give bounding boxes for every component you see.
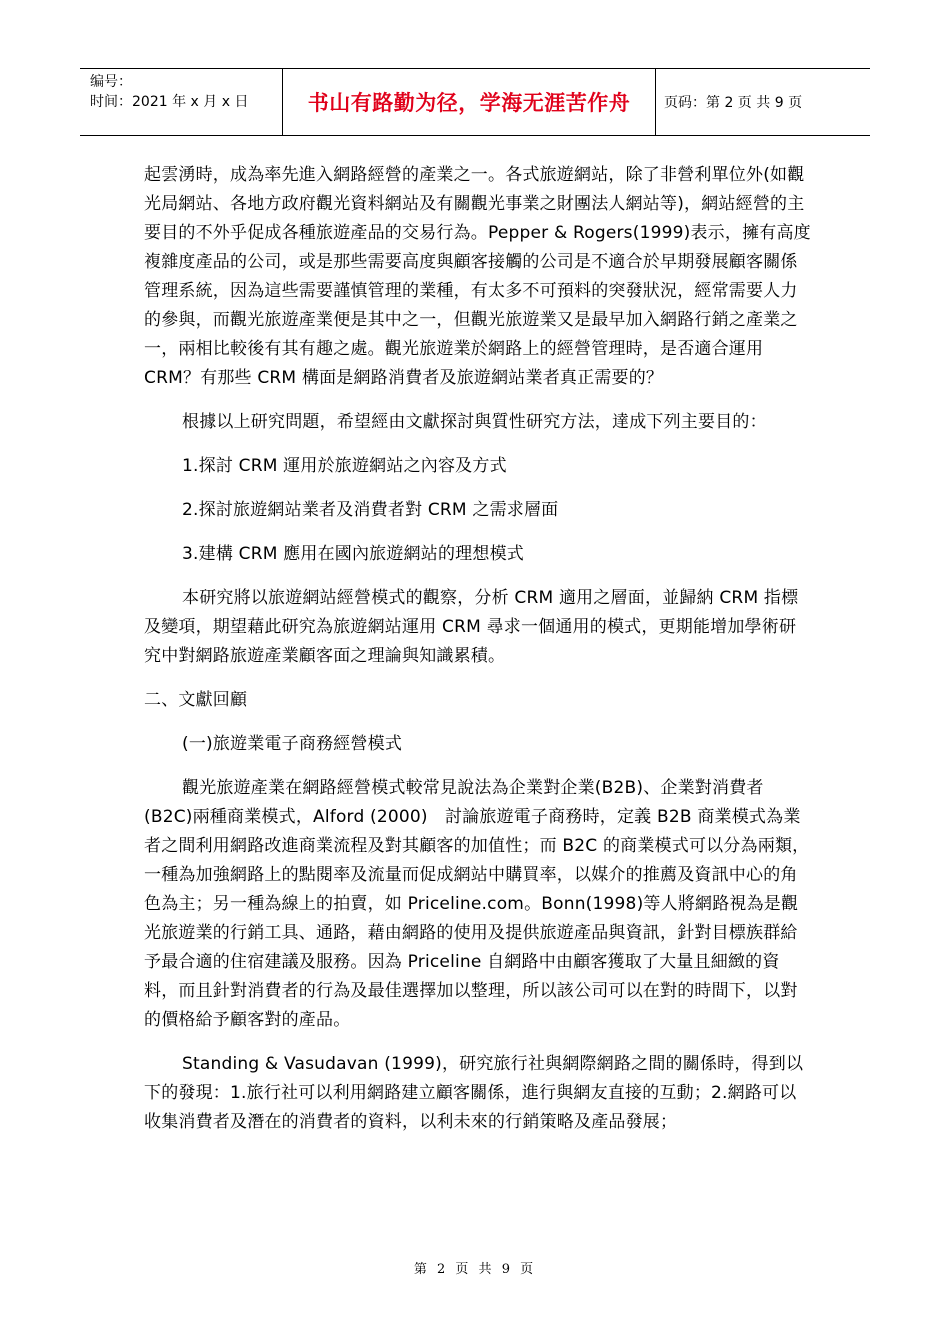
- document-number-label: 编号：: [90, 74, 132, 90]
- body-paragraph: 本研究將以旅遊網站經營模式的觀察，分析 CRM 適用之層面，並歸納 CRM 指標及變項，期望藉此研究為旅遊網站運用 CRM 尋求一個通用的模式，更期能增加學術研究中對網路旅遊產業顧客面之理論與知識累積。: [144, 588, 799, 666]
- header-motto: 书山有路勤为径，学海无涯苦作舟: [282, 69, 656, 135]
- header-meta: [80, 69, 282, 135]
- body-paragraph: 觀光旅遊產業在網路經營模式較常見說法為企業對企業(B2B)、企業對消費者(B2C)兩種商業模式，Alford (2000) 討論旅遊電子商務時，定義 B2B 商業模式為業者之間利用網路改進商業流程及對其顧客的加值性；而 B2C 的商業模式可以分為兩類，一種為加強網路上的點閱率及流量而促成網站中購買率，以媒介的推薦及資訊中心的角色為主；另一種為線上的拍賣，如 Priceline.com。Bonn(1998)等人將網路視為是觀光旅遊業的行銷工具、通路，藉由網路的使用及提供旅遊產品與資訊，針對目標族群給予最合適的住宿建議及服務。因為 Priceline 自網路中由顧客獲取了大量且細緻的資料，而且針對消費者的行為及最佳選擇加以整理，所以該公司可以在對的時間下，以對的價格給予顧客對的產品。: [144, 778, 810, 1030]
- page-header: [80, 68, 870, 136]
- body-paragraph: 起雲湧時，成為率先進入網路經營的產業之一。各式旅遊網站，除了非營利單位外(如觀光局網站、各地方政府觀光資料網站及有關觀光事業之財團法人網站等)，網站經營的主要目的不外乎促成各種旅遊產品的交易行為。Pepper & Rogers(1999)表示，擁有高度複雜度產品的公司，或是那些需要高度與顧客接觸的公司是不適合於早期發展顧客關係管理系統，因為這些需要謹慎管理的業種，有太多不可預料的突發狀況，經常需要人力的參與，而觀光旅遊產業便是其中之一，但觀光旅遊業又是最早加入網路行銷之產業之一，兩相比較後有其有趣之處。觀光旅遊業於網路上的經營管理時，是否適合運用 CRM？有那些 CRM 構面是網路消費者及旅遊網站業者真正需要的？: [144, 165, 811, 388]
- objective-item: 3.建構 CRM 應用在國內旅遊網站的理想模式: [182, 544, 524, 564]
- objective-item: 1.探討 CRM 運用於旅遊網站之內容及方式: [182, 456, 507, 476]
- document-time-label: 时间：2021 年 x 月 x 日: [90, 94, 249, 110]
- objective-item: 2.探討旅遊網站業者及消費者對 CRM 之需求層面: [182, 500, 559, 520]
- body-paragraph: 根據以上研究問題，希望經由文獻探討與質性研究方法，達成下列主要目的：: [182, 412, 767, 432]
- section-heading: 二、文獻回顧: [144, 690, 248, 710]
- header-page-code: 页码：第 2 页 共 9 页: [664, 95, 803, 111]
- page-footer: 第 2 页 共 9 页: [413, 1262, 537, 1277]
- body-paragraph: Standing & Vasudavan (1999)，研究旅行社與網際網路之間的關係時，得到以下的發現：1.旅行社可以利用網路建立顧客關係，進行與網友直接的互動；2.網路可以收集消費者及潛在的消費者的資料，以利未來的行銷策略及產品發展；: [144, 1054, 804, 1132]
- document-body: [144, 161, 812, 1137]
- subsection-heading: (一)旅遊業電子商務經營模式: [182, 734, 403, 754]
